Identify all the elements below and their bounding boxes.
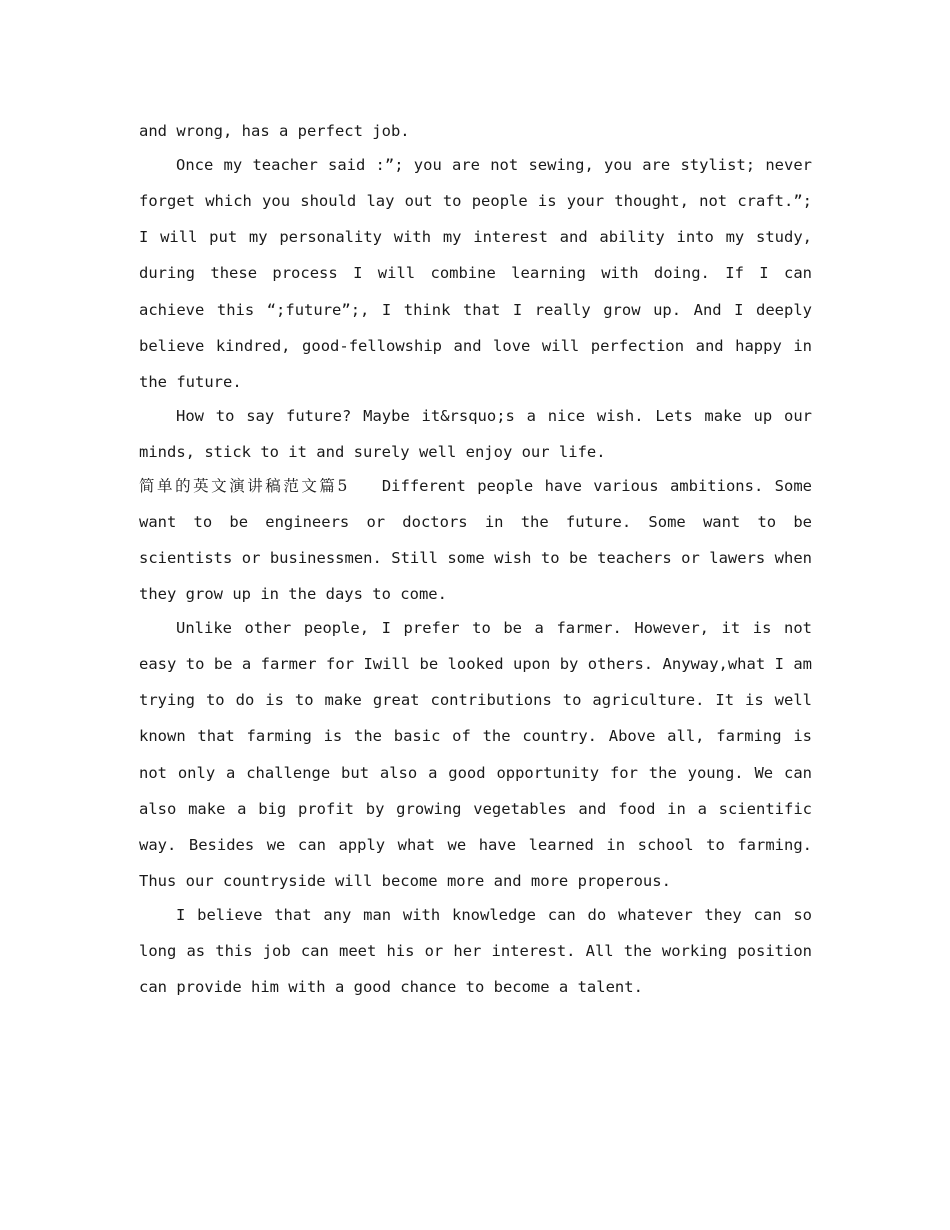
paragraph-ambitions-text: Different people have various ambitions. Some want to be engineers or doctors in the future. Some want to be scientists or businessmen. Still some wish to be teachers or lawers when they grow up in the days to come. <box>139 476 812 604</box>
section-heading: 简单的英文演讲稿范文篇5 <box>139 476 348 495</box>
document-body <box>139 113 812 1006</box>
paragraph-future-wish: How to say future? Maybe it&rsquo;s a nice wish. Lets make up our minds, stick to it and surely well enjoy our life. <box>139 406 812 461</box>
paragraph-ambitions <box>139 468 812 613</box>
paragraph-knowledge: I believe that any man with knowledge can do whatever they can so long as this job can meet his or her interest. All the working position can provide him with a good chance to become a talent. <box>139 905 812 997</box>
paragraph-teacher-quote: Once my teacher said :”; you are not sewing, you are stylist; never forget which you should lay out to people is your thought, not craft.”; I will put my personality with my interest and ability into my study, during these process I will combine learning with doing. If I can achieve this “;future”;, I think that I really grow up. And I deeply believe kindred, good-fellowship and love will perfection and happy in the future. <box>139 155 812 391</box>
paragraph-continuation: and wrong, has a perfect job. <box>139 122 410 140</box>
paragraph-farmer: Unlike other people, I prefer to be a farmer. However, it is not easy to be a farmer for Iwill be looked upon by others. Anyway,what I am trying to do is to make great contributions to agriculture. It is well known that farming is the basic of the country. Above all, farming is not only a challenge but also a good opportunity for the young. We can also make a big profit by growing vegetables and food in a scientific way. Besides we can apply what we have learned in school to farming. Thus our countryside will become more and more properous. <box>139 618 812 891</box>
